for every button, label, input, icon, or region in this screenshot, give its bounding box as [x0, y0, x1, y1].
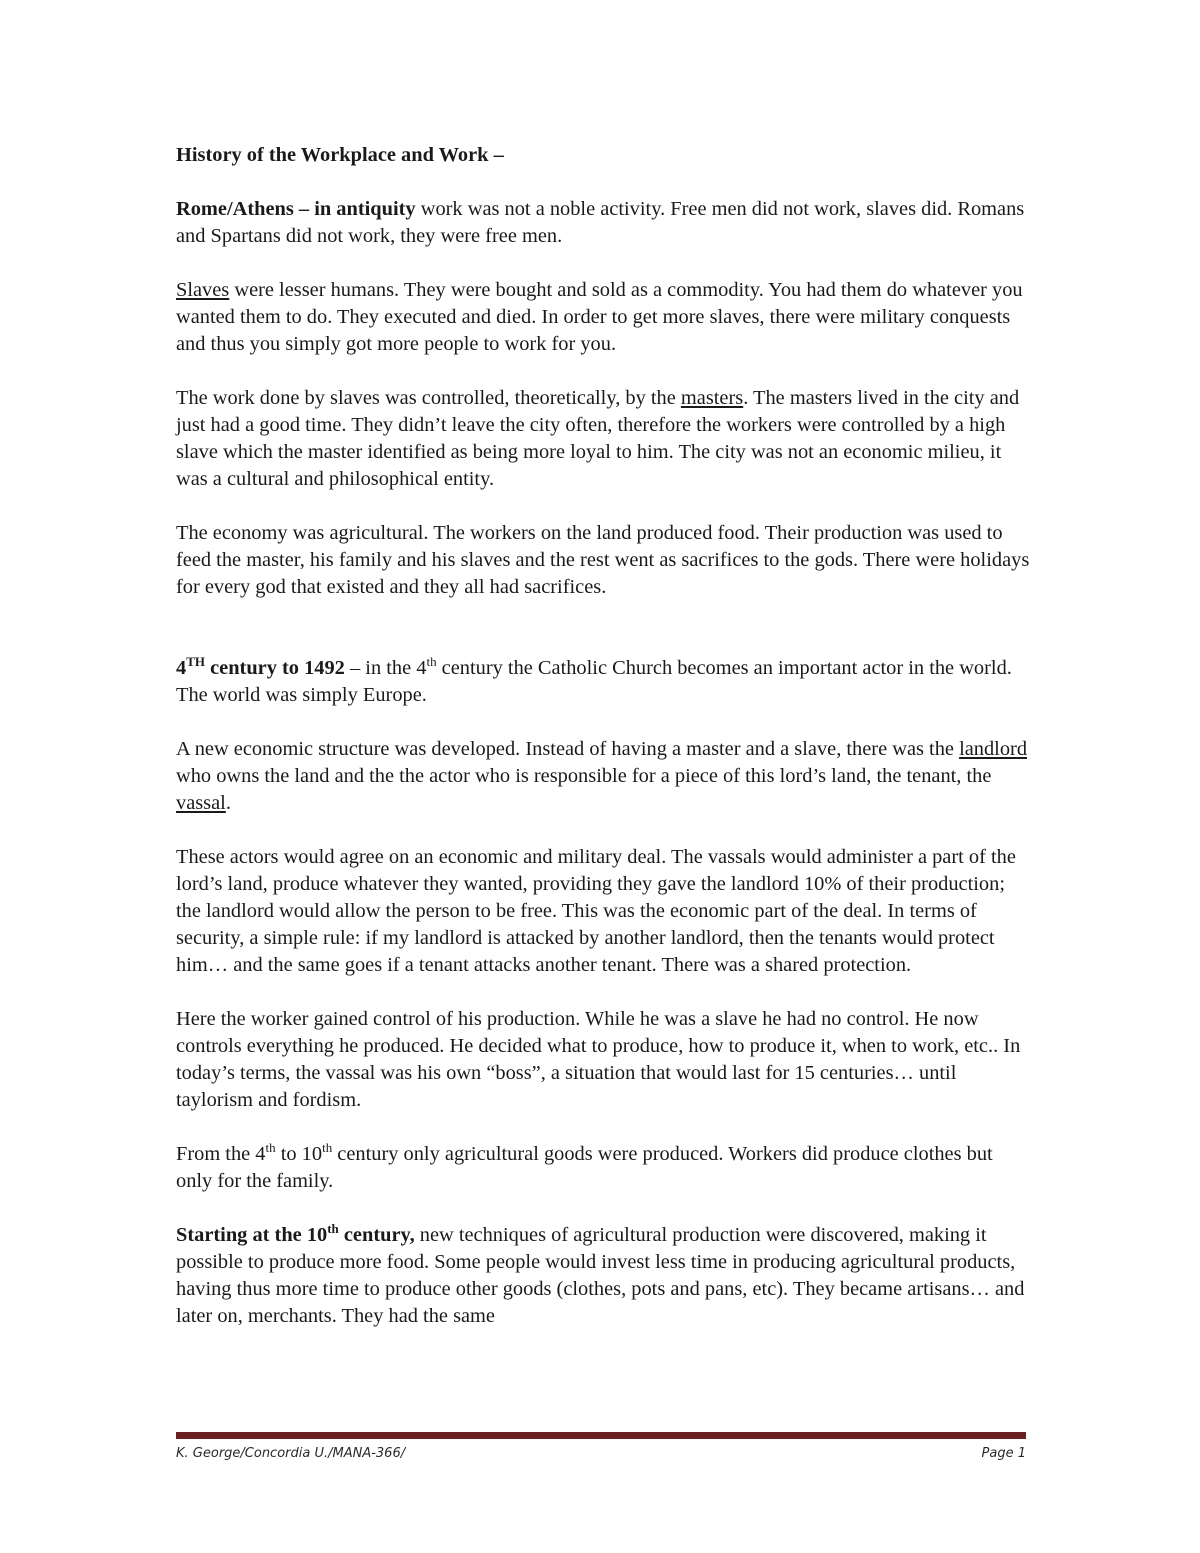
- heading-rome-athens: Rome/Athens – in antiquity: [176, 198, 416, 220]
- term-landlord: landlord: [959, 738, 1028, 760]
- paragraph-agricultural-goods: From the 4th to 10th century only agricultural goods were produced. Workers did produce clothes but only for the family.: [176, 1140, 993, 1192]
- paragraph-masters: The work done by slaves was controlled, theoretically, by the masters. The masters lived in the city and just had a good time. They didn’t leave the city often, therefore the workers were controlled by a high slave which the master identified as being more loyal to him. The city was not an economic milieu, it was a cultural and philosophical entity.: [176, 387, 1020, 490]
- document-body: [176, 142, 1032, 1357]
- paragraph-economy: The economy was agricultural. The workers on the land produced food. Their production was used to feed the master, his family and his slaves and the rest went as sacrifices to the gods. There were holidays for every god that existed and they all had sacrifices.: [176, 522, 1030, 598]
- footer-course-info: K. George/Concordia U./MANA-366/: [176, 1446, 406, 1461]
- paragraph-rome-athens: Rome/Athens – in antiquity work was not a noble activity. Free men did not work, slaves did. Romans and Spartans did not work, they were free men.: [176, 198, 1025, 247]
- paragraph-landlord: A new economic structure was developed. Instead of having a master and a slave, there was the landlord who owns the land and the the actor who is responsible for a piece of this lord’s land, the tenant, the vassal.: [176, 738, 1028, 814]
- paragraph-4th-century: 4TH century to 1492 – in the 4th century the Catholic Church becomes an important actor in the world. The world was simply Europe.: [176, 654, 1012, 706]
- paragraph-10th-century: Starting at the 10th century, new techniques of agricultural production were discovered, making it possible to produce more food. Some people would invest less time in producing agricultural products, having thus more time to produce other goods (clothes, pots and pans, etc). They became artisans… and later on, merchants. They had the same: [176, 1221, 1025, 1327]
- paragraph-worker-control: Here the worker gained control of his production. While he was a slave he had no control. He now controls everything he produced. He decided what to produce, how to produce it, when to work, etc.. In today’s terms, the vassal was his own “boss”, a situation that would last for 15 centuries… until taylorism and fordism.: [176, 1008, 1021, 1111]
- paragraph-slaves: Slaves were lesser humans. They were bought and sold as a commodity. You had them do whatever you wanted them to do. They executed and died. In order to get more slaves, there were military conquests and thus you simply got more people to work for you.: [176, 279, 1023, 355]
- paragraph-deal: These actors would agree on an economic and military deal. The vassals would administer a part of the lord’s land, produce whatever they wanted, providing they gave the landlord 10% of their production; the landlord would allow the person to be free. This was the economic part of the deal. In terms of security, a simple rule: if my landlord is attacked by another landlord, then the tenants would protect him… and the same goes if a tenant attacks another tenant. There was a shared protection.: [176, 846, 1016, 976]
- footer-rule: [176, 1432, 1026, 1439]
- heading-4th-century: 4TH century to 1492: [176, 654, 345, 679]
- page-footer: [176, 1446, 1026, 1466]
- term-masters: masters: [680, 387, 744, 409]
- page-number: Page 1: [981, 1446, 1026, 1461]
- document-title: History of the Workplace and Work –: [176, 144, 504, 166]
- heading-10th-century: Starting at the 10th century,: [176, 1221, 415, 1246]
- term-slaves: Slaves: [176, 279, 230, 301]
- term-vassal: vassal: [176, 792, 226, 814]
